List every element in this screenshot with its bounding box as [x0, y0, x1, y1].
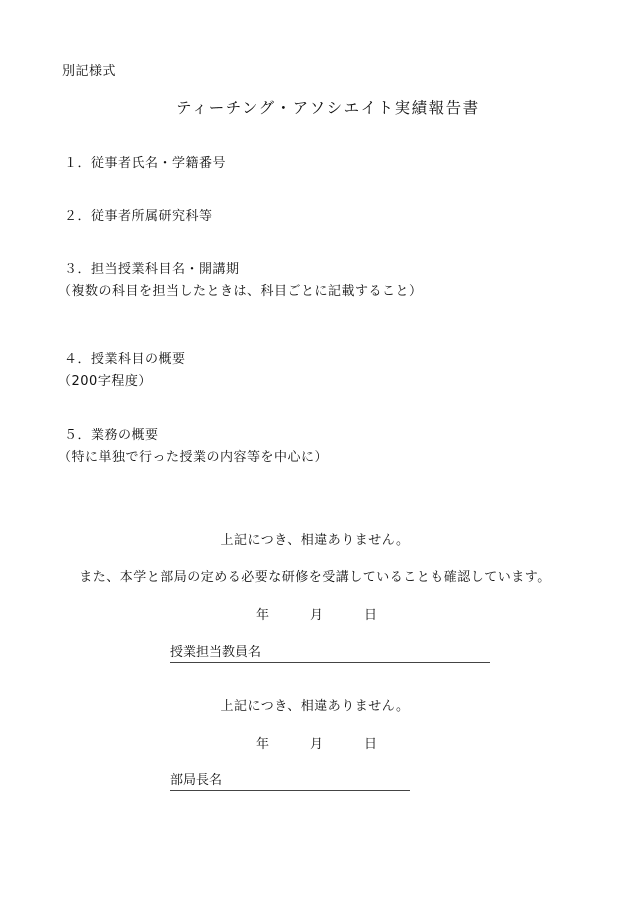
date-day: 日	[364, 737, 378, 752]
form-label: 別記様式	[62, 64, 117, 79]
section-1-heading: １．従事者氏名・学籍番号	[64, 156, 227, 171]
date-month: 月	[310, 737, 324, 752]
date-year: 年	[256, 737, 270, 752]
confirmation-statement-2: 上記につき、相違ありません。	[220, 699, 410, 714]
section-2-heading: ２．従事者所属研究科等	[64, 209, 213, 224]
training-confirmation-statement: また、本学と部局の定める必要な研修を受講していることも確認しています。	[79, 570, 551, 585]
section-5-heading: ５．業務の概要	[64, 428, 159, 443]
section-4-note: （200字程度）	[58, 374, 152, 389]
confirmation-statement: 上記につき、相違ありません。	[220, 533, 410, 548]
section-4-heading: ４．授業科目の概要	[64, 352, 186, 367]
date-year: 年	[256, 608, 270, 623]
teacher-signature-label: 授業担当教員名	[170, 645, 262, 660]
section-3-note: （複数の科目を担当したときは、科目ごとに記載すること）	[58, 284, 423, 299]
teacher-signature-line[interactable]	[170, 645, 490, 663]
section-5-note: （特に単独で行った授業の内容等を中心に）	[58, 450, 329, 465]
date-line-2	[256, 737, 378, 753]
document-title: ティーチング・アソシエイト実績報告書	[176, 99, 480, 117]
date-line-1	[256, 608, 378, 624]
department-head-signature-label: 部局長名	[170, 773, 223, 788]
department-head-signature-line[interactable]	[170, 773, 410, 791]
date-month: 月	[310, 608, 324, 623]
date-day: 日	[364, 608, 378, 623]
section-3-heading: ３．担当授業科目名・開講期	[64, 262, 240, 277]
